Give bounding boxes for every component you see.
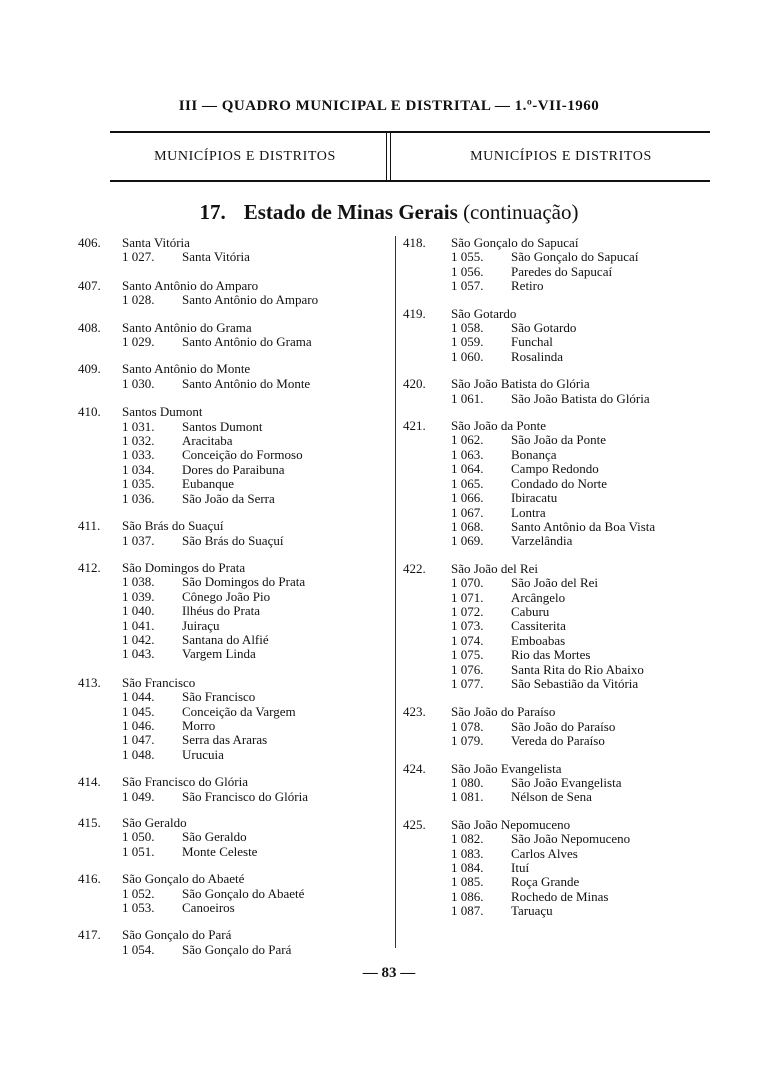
district-name: Vereda do Paraíso [511,733,605,749]
district-row [451,790,723,804]
district-number: 1 064. [451,461,484,477]
district-name: Roça Grande [511,874,580,890]
municipality-name: São Gotardo [451,305,517,321]
district-number: 1 077. [451,675,484,691]
district-name: Varzelândia [511,533,573,549]
district-row [451,491,723,505]
municipality-number: 422. [403,560,426,576]
district-row [451,534,723,548]
district-name: Aracitaba [182,433,233,449]
district-number: 1 032. [122,433,155,449]
district-number: 1 036. [122,490,155,506]
district-row [451,847,723,861]
district-name: Ibiracatu [511,490,558,506]
municipality-name: Santo Antônio do Grama [122,319,252,335]
district-name: Cônego João Pio [182,588,271,604]
district-name: São Gonçalo do Abaeté [182,885,305,901]
district-number: 1 038. [122,574,155,590]
column-separator [395,236,396,948]
district-name: São Francisco [182,689,256,705]
district-name: Santos Dumont [182,418,263,434]
district-name: Dores do Paraibuna [182,461,285,477]
municipality-entry [78,321,388,350]
district-number: 1 066. [451,490,484,506]
district-number: 1 056. [451,263,484,279]
district-name: Canoeiros [182,900,235,916]
district-name: Retiro [511,278,544,294]
district-name: São Gonçalo do Sapucaí [511,249,639,265]
district-name: São Gotardo [511,320,577,336]
district-name: Paredes do Sapucaí [511,263,613,279]
district-number: 1 048. [122,746,155,762]
district-row [451,279,723,293]
district-number: 1 037. [122,532,155,548]
district-number: 1 034. [122,461,155,477]
district-row [122,647,388,661]
district-row [122,590,388,604]
district-name: São João Nepomuceno [511,831,631,847]
district-number: 1 075. [451,647,484,663]
district-row [451,591,723,605]
municipality-entry [78,775,388,804]
district-number: 1 030. [122,375,155,391]
municipality-number: 424. [403,760,426,776]
district-number: 1 031. [122,418,155,434]
district-number: 1 074. [451,632,484,648]
district-number: 1 062. [451,432,484,448]
district-row [122,790,388,804]
municipality-number: 414. [78,774,101,790]
column-header-left: MUNICÍPIOS E DISTRITOS [154,149,336,164]
district-number: 1 080. [451,775,484,790]
municipality-name: São João del Rei [451,560,539,576]
district-number: 1 058. [451,320,484,336]
municipality-number: 407. [78,277,101,293]
municipality-number: 411. [78,518,101,534]
district-row [451,520,723,534]
district-name: Rio das Mortes [511,647,591,663]
municipality-number: 419. [403,305,426,321]
district-row [122,420,388,434]
district-name: Vargem Linda [182,646,256,662]
municipality-name: São Geraldo [122,815,187,830]
district-number: 1 087. [451,903,484,919]
district-row [122,463,388,477]
district-name: Urucuia [182,746,224,762]
district-row [122,377,388,391]
municipality-name: São Gonçalo do Pará [122,927,232,943]
district-number: 1 067. [451,504,484,520]
municipality-entry [403,307,723,365]
district-number: 1 049. [122,788,155,804]
municipality-entry [403,562,723,692]
district-row [451,321,723,335]
district-name: Taruaçu [511,903,553,919]
district-number: 1 081. [451,789,484,805]
municipality-entry [78,236,388,265]
district-number: 1 045. [122,703,155,719]
district-row [122,335,388,349]
district-row [451,734,723,748]
municipality-entry [403,818,723,919]
district-row [451,776,723,790]
municipality-number: 413. [78,674,101,690]
district-name: Nélson de Sena [511,789,592,805]
district-row [122,690,388,704]
district-row [451,677,723,691]
district-number: 1 060. [451,348,484,364]
municipality-entry [403,705,723,748]
municipality-number: 410. [78,404,101,420]
section-subtitle: (continuação) [463,200,579,224]
municipality-number: 415. [78,815,101,830]
district-row [451,904,723,918]
municipality-entry [78,405,388,506]
district-number: 1 063. [451,446,484,462]
header-top-rule [110,131,710,133]
municipality-number: 418. [403,235,426,250]
municipality-entry [78,561,388,662]
district-name: Santana do Alfié [182,631,269,647]
municipality-name: São Brás do Suaçuí [122,518,224,534]
district-number: 1 047. [122,732,155,748]
municipality-entry [403,377,723,406]
municipality-name: São João Batista do Glória [451,376,590,392]
district-row [451,634,723,648]
district-name: São João do Paraíso [511,718,616,734]
municipality-name: São Francisco do Glória [122,774,249,790]
district-row [451,832,723,846]
right-column [403,236,723,919]
district-row [451,462,723,476]
district-number: 1 059. [451,334,484,350]
district-number: 1 083. [451,845,484,861]
district-name: São João da Serra [182,490,275,506]
district-row [451,861,723,875]
municipality-entry [403,419,723,549]
district-name: Santa Rita do Rio Abaixo [511,661,644,677]
municipality-entry [78,872,388,915]
district-name: Rochedo de Minas [511,888,609,904]
municipality-number: 406. [78,235,101,250]
municipality-entry [403,236,723,294]
district-name: São Gonçalo do Pará [182,941,292,957]
municipality-name: São João do Paraíso [451,704,556,720]
municipality-entry [78,928,388,957]
district-name: Eubanque [182,476,234,492]
district-name: Juiraçu [182,617,220,633]
district-row [451,448,723,462]
district-name: Santa Vitória [182,249,250,265]
district-number: 1 082. [451,831,484,847]
district-row [451,265,723,279]
district-row [122,250,388,264]
municipality-name: Santo Antônio do Monte [122,361,251,377]
district-row [122,830,388,844]
district-row [122,633,388,647]
district-row [122,705,388,719]
district-row [451,720,723,734]
municipality-name: São João Evangelista [451,760,562,776]
district-number: 1 065. [451,475,484,491]
municipality-name: Santos Dumont [122,404,203,420]
district-name: São Francisco do Glória [182,788,309,804]
district-name: Santo Antônio do Monte [182,375,311,391]
district-name: Funchal [511,334,553,350]
district-number: 1 046. [122,717,155,733]
district-name: Campo Redondo [511,461,599,477]
district-name: São João Batista do Glória [511,390,650,406]
municipality-number: 420. [403,376,426,392]
district-row [122,845,388,859]
district-row [122,901,388,915]
municipality-number: 425. [403,816,426,832]
page-header: III — QUADRO MUNICIPAL E DISTRITAL — 1.º-VII-1960 [178,98,600,114]
district-name: Santo Antônio da Boa Vista [511,518,656,534]
district-name: Rosalinda [511,348,563,364]
district-row [122,477,388,491]
district-name: Caburu [511,603,550,619]
district-row [451,576,723,590]
district-name: São João da Ponte [511,432,606,448]
section-state-name: Estado de Minas Gerais [243,200,458,224]
district-number: 1 042. [122,631,155,647]
district-name: Ituí [511,860,530,876]
district-row [451,433,723,447]
municipality-entry [403,762,723,805]
municipality-name: Santo Antônio do Amparo [122,277,259,293]
district-name: São Geraldo [182,829,247,845]
district-number: 1 028. [122,292,155,308]
municipality-name: Santa Vitória [122,235,190,250]
district-number: 1 027. [122,249,155,265]
municipality-number: 421. [403,418,426,434]
district-name: Carlos Alves [511,845,578,861]
district-row [122,719,388,733]
municipality-entry [78,279,388,308]
district-name: Conceição da Vargem [182,703,296,719]
municipality-name: São João da Ponte [451,418,546,434]
district-row [451,619,723,633]
district-number: 1 069. [451,533,484,549]
district-name: São João del Rei [511,575,599,591]
district-number: 1 040. [122,603,155,619]
header-bottom-rule [110,180,710,182]
district-name: Santo Antônio do Amparo [182,292,319,308]
district-row [122,434,388,448]
district-number: 1 044. [122,689,155,705]
section-title [0,200,778,225]
municipality-number: 408. [78,319,101,335]
district-row [122,943,388,957]
municipality-entry [78,676,388,762]
district-number: 1 054. [122,941,155,957]
municipality-name: São Francisco [122,674,196,690]
municipality-name: São Gonçalo do Sapucaí [451,235,579,250]
left-column [78,236,388,957]
district-row [122,604,388,618]
district-name: Condado do Norte [511,475,608,491]
municipality-number: 409. [78,361,101,377]
district-name: Conceição do Formoso [182,447,303,463]
district-number: 1 070. [451,575,484,591]
district-number: 1 055. [451,249,484,265]
district-number: 1 039. [122,588,155,604]
district-number: 1 051. [122,843,155,859]
district-row [451,477,723,491]
district-number: 1 029. [122,334,155,350]
district-number: 1 043. [122,646,155,662]
district-row [451,335,723,349]
municipality-entry [78,519,388,548]
district-row [451,663,723,677]
district-name: São Domingos do Prata [182,574,306,590]
district-number: 1 053. [122,900,155,916]
municipality-number: 412. [78,559,101,575]
district-number: 1 050. [122,829,155,845]
district-row [451,875,723,889]
district-name: Ilhéus do Prata [182,603,260,619]
municipality-number: 423. [403,704,426,720]
district-number: 1 078. [451,718,484,734]
district-number: 1 057. [451,278,484,294]
district-name: Santo Antônio do Grama [182,334,312,350]
district-row [122,492,388,506]
district-name: Emboabas [511,632,566,648]
district-name: Cassiterita [511,618,566,634]
district-number: 1 085. [451,874,484,890]
municipality-name: São João Nepomuceno [451,816,571,832]
district-name: São Sebastião da Vitória [511,675,639,691]
district-name: Bonança [511,446,557,462]
district-name: Serra das Araras [182,732,268,748]
district-name: São Brás do Suaçuí [182,532,284,548]
district-number: 1 041. [122,617,155,633]
municipality-number: 417. [78,927,101,943]
district-row [122,733,388,747]
district-row [451,250,723,264]
page-number: — 83 — [362,965,416,981]
municipality-number: 416. [78,871,101,887]
district-number: 1 073. [451,618,484,634]
district-name: Morro [182,717,216,733]
district-row [122,534,388,548]
district-number: 1 068. [451,518,484,534]
district-row [122,748,388,762]
district-row [122,293,388,307]
district-row [122,619,388,633]
district-number: 1 079. [451,733,484,749]
district-number: 1 076. [451,661,484,677]
district-number: 1 071. [451,589,484,605]
district-row [451,890,723,904]
district-name: Monte Celeste [182,843,258,859]
municipality-entry [78,362,388,391]
district-number: 1 033. [122,447,155,463]
district-number: 1 052. [122,885,155,901]
district-number: 1 061. [451,390,484,406]
district-row [122,887,388,901]
district-number: 1 072. [451,603,484,619]
district-name: Arcângelo [511,589,566,605]
district-row [451,350,723,364]
district-number: 1 035. [122,476,155,492]
municipality-name: São Gonçalo do Abaeté [122,871,245,887]
district-name: Lontra [511,504,546,520]
municipality-entry [78,816,388,859]
district-row [451,506,723,520]
header-column-divider [386,133,391,180]
district-row [451,605,723,619]
district-number: 1 086. [451,888,484,904]
district-row [122,575,388,589]
district-row [451,648,723,662]
district-number: 1 084. [451,860,484,876]
district-row [122,448,388,462]
municipality-name: São Domingos do Prata [122,559,246,575]
section-number: 17. [199,200,226,224]
district-row [451,392,723,406]
column-header-right: MUNICÍPIOS E DISTRITOS [470,149,652,164]
district-name: São João Evangelista [511,775,622,790]
